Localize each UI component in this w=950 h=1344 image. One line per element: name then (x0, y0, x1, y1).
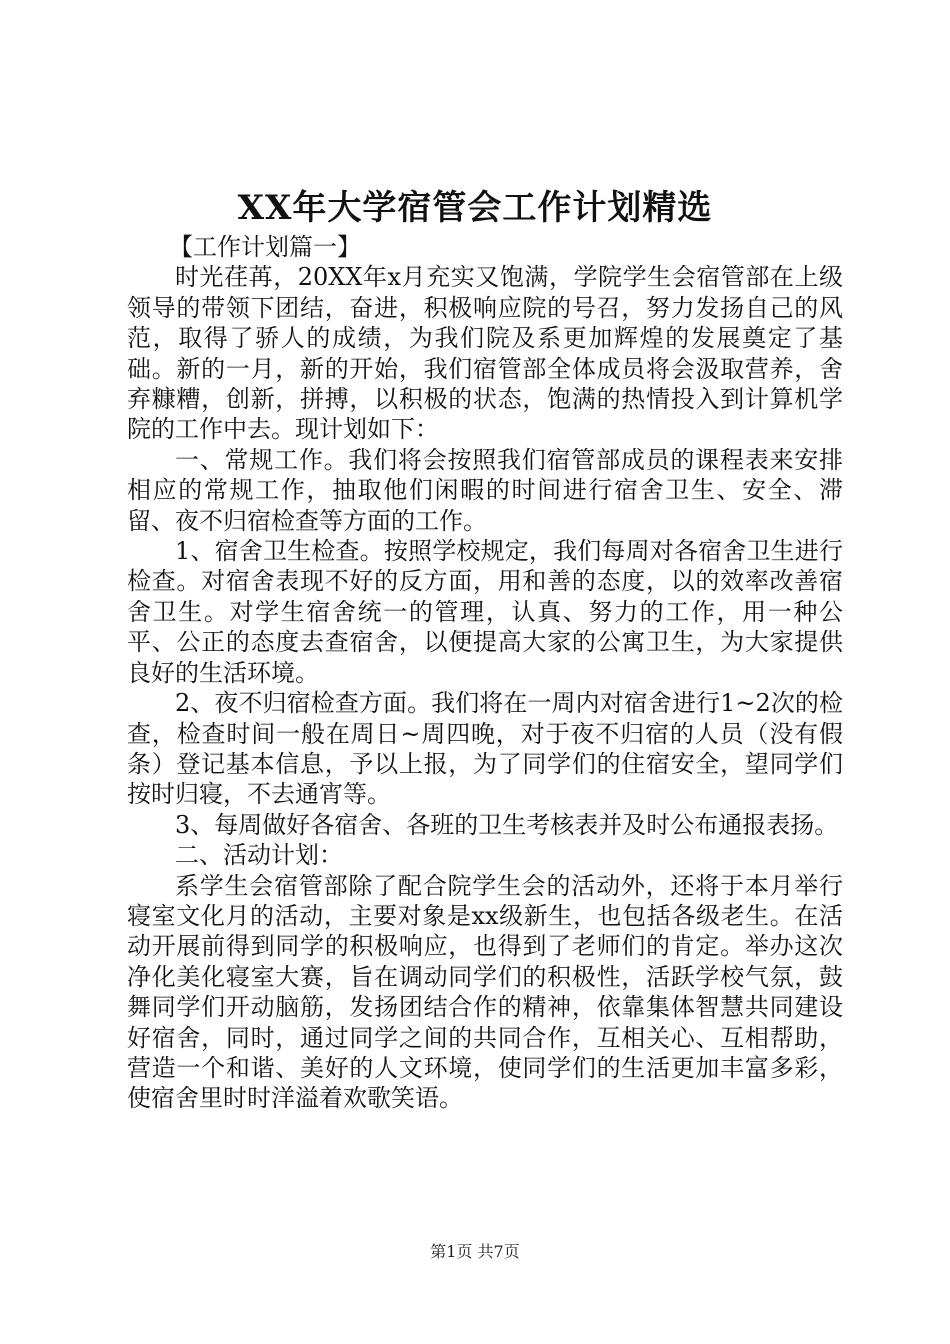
document-title: XX年大学宿管会工作计划精选 (237, 188, 713, 228)
paragraph-routine-work: 一、常规工作。我们将会按照我们宿管部成员的课程表来安排相应的常规工作，抽取他们闲暇的时间进行宿舍卫生、安全、滞留、夜不归宿检查等方面的工作。 (127, 445, 843, 535)
paragraph-activity-plan: 系学生会宿管部除了配合院学生会的活动外，还将于本月举行寝室文化月的活动，主要对象是xx级新生，也包括各级老生。在活动开展前得到同学的积极响应，也得到了老师们的肯定。举办这次净化美化寝室大赛，旨在调动同学们的积极性，活跃学校气氛，鼓舞同学们开动脑筋，发扬团结合作的精神，依靠集体智慧共同建设好宿舍，同时，通过同学之间的共同合作，互相关心、互相帮助，营造一个和谐、美好的人文环境，使同学们的生活更加丰富多彩，使宿舍里时时洋溢着欢歌笑语。 (127, 871, 843, 1113)
paragraph-night-check: 2、夜不归宿检查方面。我们将在一周内对宿舍进行1~2次的检查，检查时间一般在周日~周四晚，对于夜不归宿的人员（没有假条）登记基本信息，予以上报，为了同学们的住宿安全，望同学们按时归寝，不去通宵等。 (127, 689, 843, 809)
document-body (127, 232, 843, 1114)
paragraph-weekly-report: 3、每周做好各宿舍、各班的卫生考核表并及时公布通报表扬。 (175, 810, 839, 839)
paragraph-activity-heading: 二、活动计划： (175, 841, 343, 870)
page-footer: 第1页 共7页 (430, 1242, 520, 1261)
section-heading: 【工作计划篇一】 (169, 233, 361, 261)
paragraph-hygiene-check: 1、宿舍卫生检查。按照学校规定，我们每周对各宿舍卫生进行检查。对宿舍表现不好的反方面，用和善的态度，以的效率改善宿舍卫生。对学生宿舍统一的管理，认真、努力的工作，用一种公平、公正的态度去查宿舍，以便提高大家的公寓卫生，为大家提供良好的生活环境。 (127, 537, 843, 687)
paragraph-intro: 时光荏苒，20XX年x月充实又饱满，学院学生会宿管部在上级领导的带领下团结，奋进，积极响应院的号召，努力发扬自己的风范，取得了骄人的成绩，为我们院及系更加辉煌的发展奠定了基础。新的一月，新的开始，我们宿管部全体成员将会汲取营养，舍弃糠糟，创新，拼搏，以积极的状态，饱满的热情投入到计算机学院的工作中去。现计划如下： (127, 263, 843, 444)
